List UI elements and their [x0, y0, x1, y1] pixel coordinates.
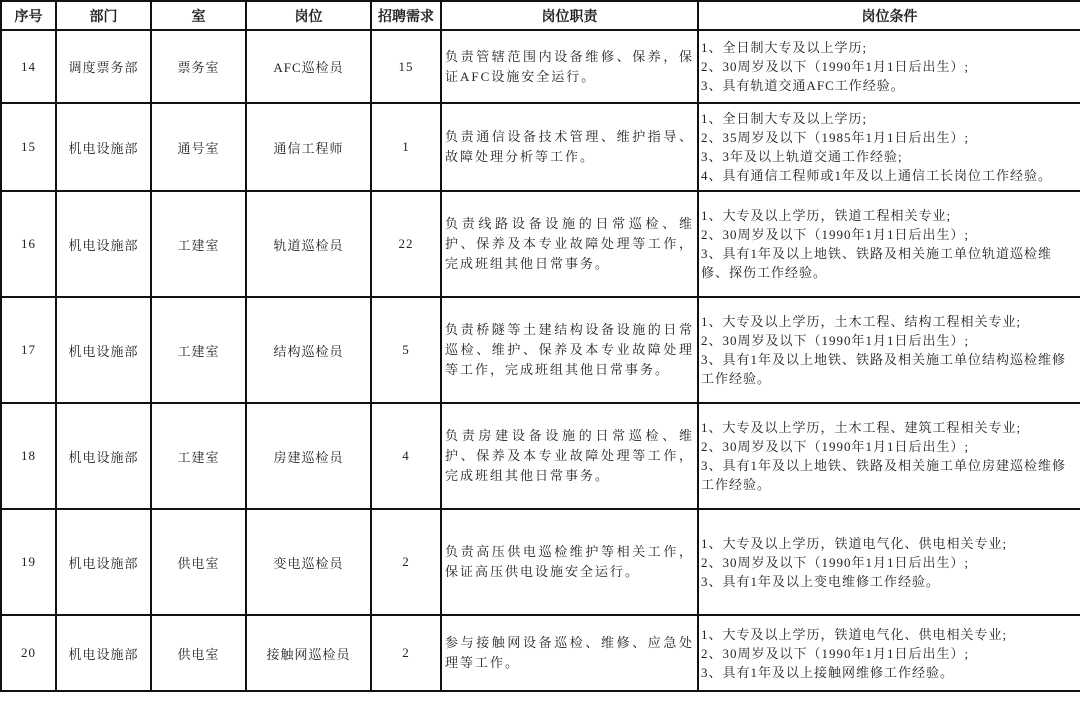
position: 通信工程师: [246, 103, 371, 191]
row-number: 20: [1, 615, 56, 691]
position: 接触网巡检员: [246, 615, 371, 691]
headcount: 5: [371, 297, 441, 403]
row-number: 17: [1, 297, 56, 403]
room: 供电室: [151, 509, 246, 615]
department: 机电设施部: [56, 403, 151, 509]
department: 机电设施部: [56, 509, 151, 615]
condition-item: 3、具有轨道交通AFC工作经验。: [701, 78, 905, 93]
headcount: 4: [371, 403, 441, 509]
department: 机电设施部: [56, 191, 151, 297]
duty: 负责线路设备设施的日常巡检、维护、保养及本专业故障处理等工作，完成班组其他日常事务。: [441, 191, 698, 297]
headcount: 2: [371, 615, 441, 691]
room: 票务室: [151, 30, 246, 103]
condition-item: 1、大专及以上学历，铁道电气化、供电相关专业;: [701, 535, 1008, 551]
condition-item: 2、30周岁及以下（1990年1月1日后出生）;: [701, 645, 970, 661]
department: 调度票务部: [56, 30, 151, 103]
table-row: [1, 615, 1080, 691]
conditions: [698, 103, 1080, 191]
row-number: 15: [1, 103, 56, 191]
position: 轨道巡检员: [246, 191, 371, 297]
duty: 负责桥隧等土建结构设备设施的日常巡检、维护、保养及本专业故障处理等工作，完成班组其他日常事务。: [441, 297, 698, 403]
conditions: [698, 403, 1080, 509]
room: 工建室: [151, 297, 246, 403]
position: 房建巡检员: [246, 403, 371, 509]
table-row: [1, 191, 1080, 297]
headcount: 1: [371, 103, 441, 191]
table-row: [1, 509, 1080, 615]
table-row: [1, 103, 1080, 191]
condition-item: 2、35周岁及以下（1985年1月1日后出生）;: [701, 130, 970, 145]
header-duty: 岗位职责: [441, 1, 698, 30]
table-row: [1, 297, 1080, 403]
condition-item: 2、30周岁及以下（1990年1月1日后出生）;: [701, 333, 970, 348]
room: 通号室: [151, 103, 246, 191]
condition-item: 1、全日制大专及以上学历;: [701, 40, 868, 55]
condition-item: 1、大专及以上学历，铁道电气化、供电相关专业;: [701, 626, 1008, 642]
condition-item: 3、3年及以上轨道交通工作经验;: [701, 149, 903, 164]
conditions: [698, 191, 1080, 297]
row-number: 14: [1, 30, 56, 103]
room: 工建室: [151, 403, 246, 509]
room: 供电室: [151, 615, 246, 691]
position: 结构巡检员: [246, 297, 371, 403]
condition-item: 1、全日制大专及以上学历;: [701, 111, 868, 126]
header-post: 岗位: [246, 1, 371, 30]
duty: 负责房建设备设施的日常巡检、维护、保养及本专业故障处理等工作，完成班组其他日常事务。: [441, 403, 698, 509]
duty: 负责管辖范围内设备维修、保养，保证AFC设施安全运行。: [441, 30, 698, 103]
row-number: 16: [1, 191, 56, 297]
room: 工建室: [151, 191, 246, 297]
table-row: [1, 30, 1080, 103]
conditions: [698, 509, 1080, 615]
conditions: [698, 297, 1080, 403]
condition-item: 3、具有1年及以上地铁、铁路及相关施工单位轨道巡检维修、探伤工作经验。: [701, 246, 1053, 280]
conditions: [698, 615, 1080, 691]
header-row: [1, 1, 1080, 30]
row-number: 18: [1, 403, 56, 509]
condition-item: 2、30周岁及以下（1990年1月1日后出生）;: [701, 554, 970, 570]
table-row: [1, 403, 1080, 509]
headcount: 22: [371, 191, 441, 297]
headcount: 2: [371, 509, 441, 615]
condition-item: 1、大专及以上学历，土木工程、建筑工程相关专业;: [701, 420, 1022, 435]
condition-item: 2、30周岁及以下（1990年1月1日后出生）;: [701, 439, 970, 454]
condition-item: 3、具有1年及以上地铁、铁路及相关施工单位房建巡检维修工作经验。: [701, 458, 1067, 492]
duty: 负责高压供电巡检维护等相关工作，保证高压供电设施安全运行。: [441, 509, 698, 615]
header-no: 序号: [1, 1, 56, 30]
header-conditions: 岗位条件: [698, 1, 1080, 30]
condition-item: 3、具有1年及以上变电维修工作经验。: [701, 573, 941, 589]
condition-item: 1、大专及以上学历，铁道工程相关专业;: [701, 208, 952, 223]
department: 机电设施部: [56, 615, 151, 691]
conditions: [698, 30, 1080, 103]
position: 变电巡检员: [246, 509, 371, 615]
department: 机电设施部: [56, 297, 151, 403]
condition-item: 1、大专及以上学历，土木工程、结构工程相关专业;: [701, 314, 1022, 329]
condition-item: 3、具有1年及以上地铁、铁路及相关施工单位结构巡检维修工作经验。: [701, 352, 1067, 386]
header-count: 招聘需求: [371, 1, 441, 30]
duty: 负责通信设备技术管理、维护指导、故障处理分析等工作。: [441, 103, 698, 191]
condition-item: 3、具有1年及以上接触网维修工作经验。: [701, 664, 955, 680]
headcount: 15: [371, 30, 441, 103]
condition-item: 4、具有通信工程师或1年及以上通信工长岗位工作经验。: [701, 168, 1053, 183]
condition-item: 2、30周岁及以下（1990年1月1日后出生）;: [701, 59, 970, 74]
duty: 参与接触网设备巡检、维修、应急处理等工作。: [441, 615, 698, 691]
condition-item: 2、30周岁及以下（1990年1月1日后出生）;: [701, 227, 970, 242]
header-room: 室: [151, 1, 246, 30]
department: 机电设施部: [56, 103, 151, 191]
position: AFC巡检员: [246, 30, 371, 103]
row-number: 19: [1, 509, 56, 615]
header-dept: 部门: [56, 1, 151, 30]
